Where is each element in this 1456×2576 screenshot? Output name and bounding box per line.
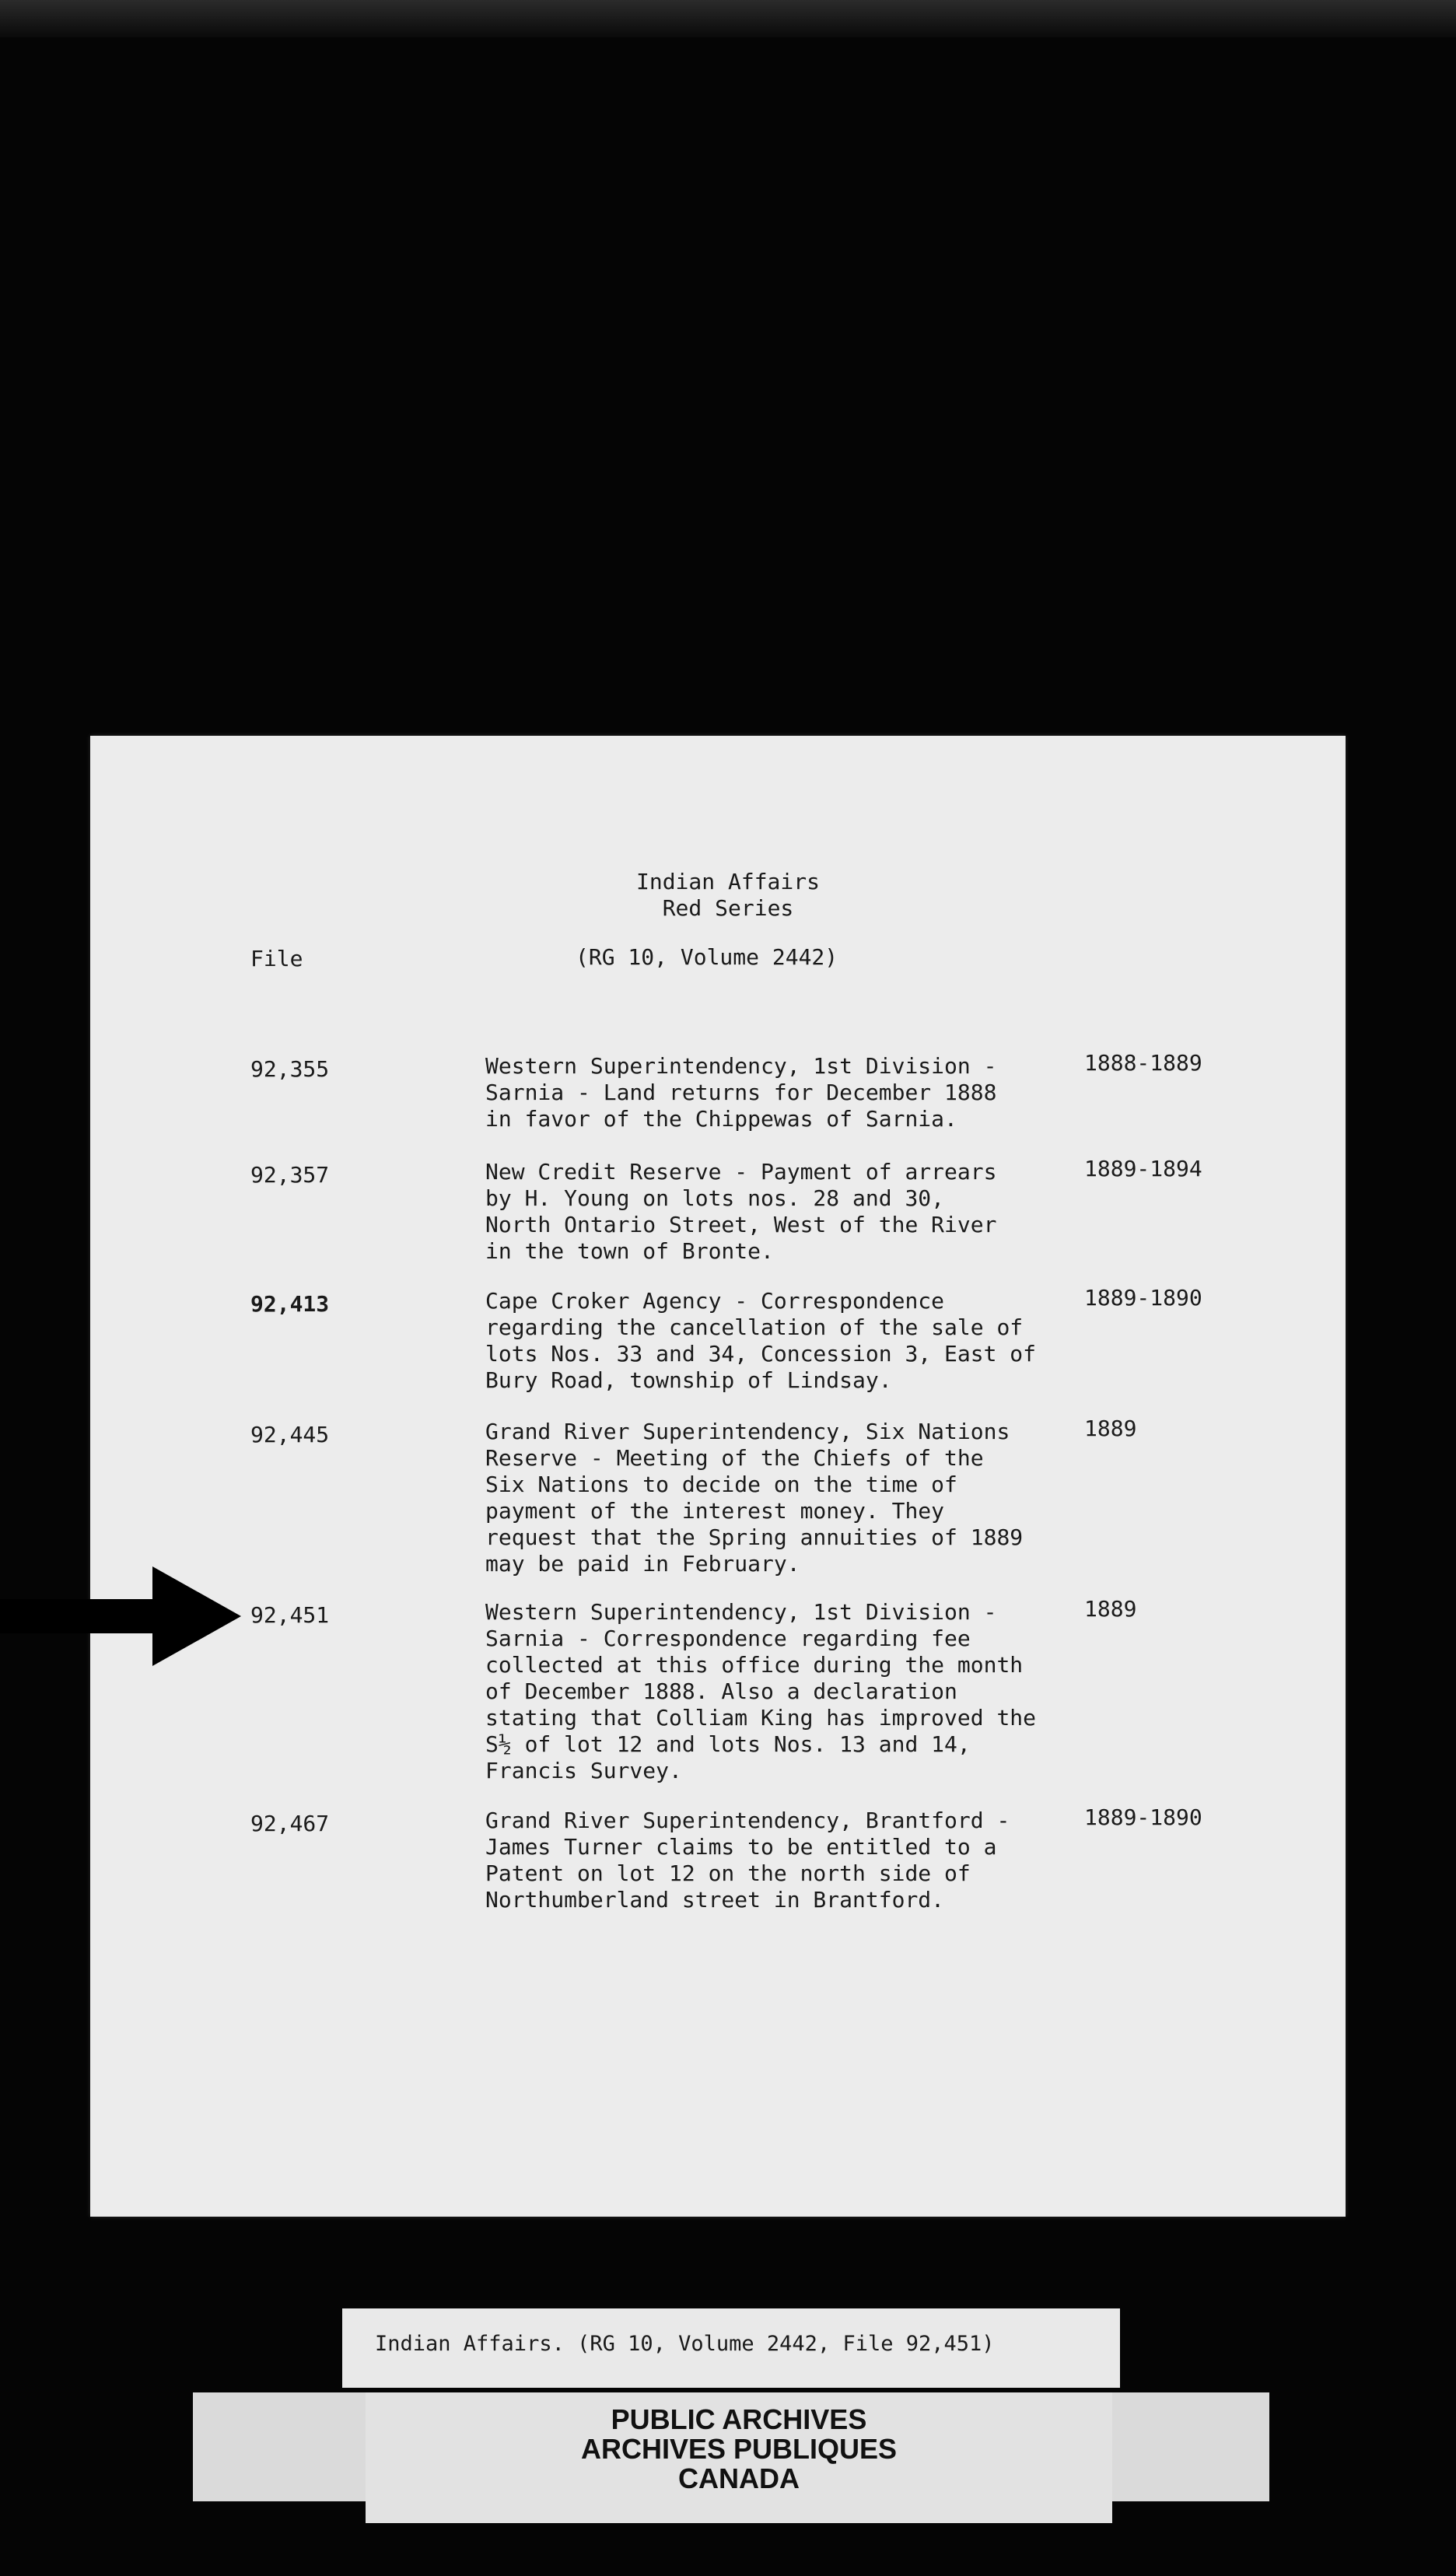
file-number: 92,445 bbox=[250, 1422, 330, 1447]
entry-description: Grand River Superintendency, Brantford - James Turner claims to be entitled to a Patent on lot 12 on the north side of Northumberland street in Brantford. bbox=[485, 1808, 1010, 1913]
stamp-text bbox=[366, 2405, 1112, 2494]
entry-description: Western Superintendency, 1st Division - Sarnia - Land returns for December 1888 in favor of the Chippewas of Sarnia. bbox=[485, 1053, 997, 1132]
file-number: 92,451 bbox=[250, 1602, 330, 1628]
entry-date: 1889-1890 bbox=[1084, 1804, 1202, 1830]
stamp-line-1: PUBLIC ARCHIVES bbox=[611, 2403, 867, 2435]
pointer-arrow-icon bbox=[0, 1566, 249, 1668]
file-number: 92,355 bbox=[250, 1056, 330, 1082]
file-number: 92,413 bbox=[250, 1291, 330, 1317]
entry-date: 1889-1894 bbox=[1084, 1156, 1202, 1181]
film-edge bbox=[0, 0, 1456, 37]
entry-date: 1888-1889 bbox=[1084, 1050, 1202, 1076]
file-reference: Indian Affairs. (RG 10, Volume 2442, File 92,451) bbox=[375, 2332, 995, 2356]
entry-date: 1889 bbox=[1084, 1596, 1137, 1622]
stamp-line-3: CANADA bbox=[678, 2462, 800, 2494]
file-column-label: File bbox=[250, 946, 303, 971]
file-number: 92,467 bbox=[250, 1811, 330, 1836]
document-page bbox=[90, 736, 1346, 2217]
entry-date: 1889 bbox=[1084, 1416, 1137, 1441]
entry-description: Western Superintendency, 1st Division - Sarnia - Correspondence regarding fee collected at this office during the month of December 1888. Also a declaration stating that Colliam King has improved the S½ of lot 12 and lots Nos. 13 and 14, Francis Survey. bbox=[485, 1599, 1037, 1783]
stamp-label bbox=[366, 2392, 1112, 2523]
title-line-1: Indian Affairs bbox=[635, 869, 820, 894]
file-number: 92,357 bbox=[250, 1162, 330, 1188]
entry-description: Grand River Superintendency, Six Nations Reserve - Meeting of the Chiefs of the Six Nations to decide on the time of payment of the interest money. They request that the Spring annuities of 1889 may be paid in February. bbox=[485, 1419, 1024, 1577]
archives-stamp bbox=[193, 2392, 1269, 2501]
reference-strip bbox=[342, 2308, 1120, 2388]
title-line-2: Red Series bbox=[662, 895, 794, 921]
volume-label: (RG 10, Volume 2442) bbox=[576, 944, 838, 970]
entry-description: New Credit Reserve - Payment of arrears by H. Young on lots nos. 28 and 30, North Ontario Street, West of the River in the town of Bronte. bbox=[485, 1159, 997, 1264]
entry-date: 1889-1890 bbox=[1084, 1285, 1202, 1311]
entry-description: Cape Croker Agency - Correspondence regarding the cancellation of the sale of lots Nos. 33 and 34, Concession 3, East of Bury Road, township of Lindsay. bbox=[485, 1288, 1037, 1393]
stamp-line-2: ARCHIVES PUBLIQUES bbox=[580, 2433, 898, 2465]
